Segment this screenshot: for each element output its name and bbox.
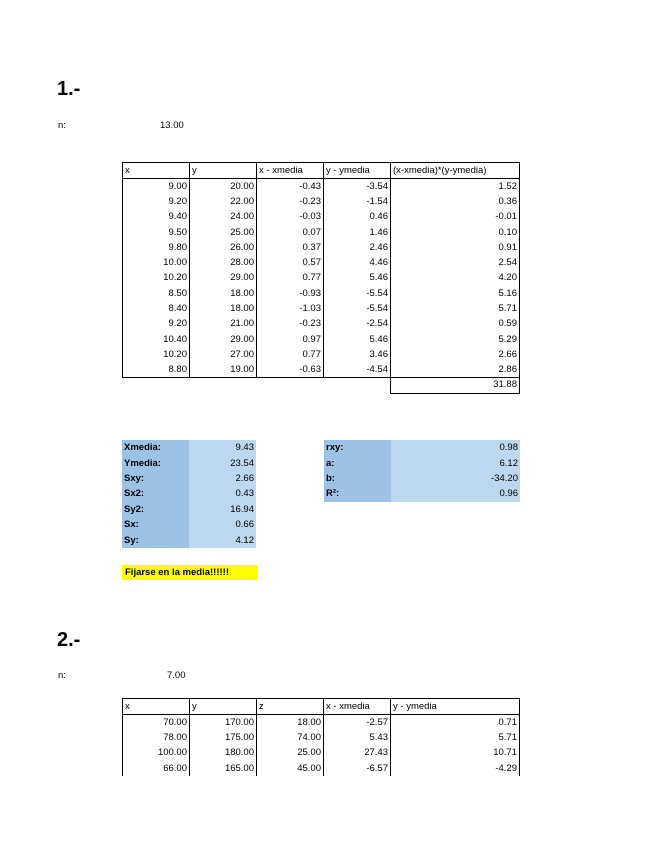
stat-label: Sy: <box>122 532 189 547</box>
table-cell: 20.00 <box>190 179 257 194</box>
table-cell: 9.20 <box>123 316 190 331</box>
stat-label: Ymedia: <box>122 455 189 470</box>
stats-right-table <box>324 440 520 502</box>
table-cell: -1.03 <box>257 301 324 316</box>
table-cell: 21.00 <box>190 316 257 331</box>
n-value-2: 7.00 <box>167 670 186 681</box>
data-table-1 <box>122 162 520 378</box>
stat-value: 0.66 <box>189 517 256 532</box>
data-table-2 <box>122 698 520 776</box>
table-cell: -0.63 <box>257 362 324 377</box>
table-cell: 3.46 <box>324 347 391 362</box>
table-cell: -2.57 <box>324 715 391 730</box>
table-cell: 5.43 <box>324 730 391 745</box>
stat-row <box>122 532 256 547</box>
table-cell: -0.23 <box>257 316 324 331</box>
table-cell: 8.50 <box>123 286 190 301</box>
stat-row <box>122 455 256 470</box>
stat-label: rxy: <box>324 440 391 455</box>
table-cell: 78.00 <box>123 730 190 745</box>
stat-value: 0.96 <box>391 486 520 501</box>
table-row <box>123 760 520 775</box>
table-row <box>123 209 520 224</box>
table-cell: 0.07 <box>257 224 324 239</box>
stat-value: 16.94 <box>189 502 256 517</box>
table-cell: 70.00 <box>123 715 190 730</box>
column-header: x - xmedia <box>324 699 391 715</box>
column-header: y <box>190 699 257 715</box>
table-cell: -3.54 <box>324 179 391 194</box>
note-highlight: Fijarse en la media!!!!!! <box>122 565 258 580</box>
table-row <box>123 316 520 331</box>
table-cell: 9.50 <box>123 224 190 239</box>
table-cell: -4.54 <box>324 362 391 377</box>
stat-row <box>324 486 520 501</box>
table-cell: 2.86 <box>391 362 520 377</box>
n-label-2: n: <box>58 670 66 681</box>
table-row <box>123 270 520 285</box>
table-cell: 45.00 <box>257 760 324 775</box>
table-row <box>123 255 520 270</box>
table-cell: -0.23 <box>257 194 324 209</box>
table-cell: 5.29 <box>391 331 520 346</box>
table-cell: 5.16 <box>391 286 520 301</box>
table-cell: 5.71 <box>391 730 520 745</box>
table-cell: 24.00 <box>190 209 257 224</box>
table-cell: 10.00 <box>123 255 190 270</box>
table-row <box>123 286 520 301</box>
table-cell: 0.57 <box>257 255 324 270</box>
table-cell: -0.03 <box>257 209 324 224</box>
table-cell: 4.46 <box>324 255 391 270</box>
table-cell: 22.00 <box>190 194 257 209</box>
table-cell: 0.77 <box>257 270 324 285</box>
table-cell: 2.54 <box>391 255 520 270</box>
table-cell: 170.00 <box>190 715 257 730</box>
header-row <box>123 699 520 715</box>
n-value-1: 13.00 <box>160 120 184 131</box>
table-cell: 100.00 <box>123 745 190 760</box>
column-header: y - ymedia <box>324 163 391 179</box>
stat-row <box>324 440 520 455</box>
table-cell: 2.66 <box>391 347 520 362</box>
table-cell: 1.46 <box>324 224 391 239</box>
table-cell: 0.46 <box>324 209 391 224</box>
stat-label: Sx: <box>122 517 189 532</box>
table-cell: 25.00 <box>190 224 257 239</box>
table-cell: -0.93 <box>257 286 324 301</box>
table-row <box>123 194 520 209</box>
table-cell: 9.00 <box>123 179 190 194</box>
stat-row <box>122 471 256 486</box>
table-cell: 165.00 <box>190 760 257 775</box>
stat-label: b: <box>324 471 391 486</box>
table-cell: 0.71 <box>391 715 520 730</box>
table-cell: 0.91 <box>391 240 520 255</box>
section-1-heading: 1.- <box>57 78 81 100</box>
table-cell: -6.57 <box>324 760 391 775</box>
stat-value: 9.43 <box>189 440 256 455</box>
table-cell: 10.40 <box>123 331 190 346</box>
table-cell: 28.00 <box>190 255 257 270</box>
table-row <box>123 224 520 239</box>
table-cell: 25.00 <box>257 745 324 760</box>
header-row <box>123 163 520 179</box>
stat-value: 23.54 <box>189 455 256 470</box>
table-row <box>123 730 520 745</box>
table-cell: 4.20 <box>391 270 520 285</box>
table-cell: 29.00 <box>190 331 257 346</box>
table-row <box>123 179 520 194</box>
table-row <box>123 745 520 760</box>
table-cell: 27.00 <box>190 347 257 362</box>
stat-value: -34.20 <box>391 471 520 486</box>
column-header: y - ymedia <box>391 699 520 715</box>
table-cell: 9.40 <box>123 209 190 224</box>
stat-value: 0.98 <box>391 440 520 455</box>
n-label-1: n: <box>58 120 66 131</box>
table-cell: 66.00 <box>123 760 190 775</box>
table-cell: -1.54 <box>324 194 391 209</box>
table-cell: -4.29 <box>391 760 520 775</box>
table-cell: 18.00 <box>190 301 257 316</box>
table-cell: 74.00 <box>257 730 324 745</box>
table-cell: -2.54 <box>324 316 391 331</box>
table-row <box>123 331 520 346</box>
column-header: z <box>257 699 324 715</box>
column-header: x <box>123 163 190 179</box>
stat-label: Xmedia: <box>122 440 189 455</box>
table-cell: -5.54 <box>324 286 391 301</box>
table-cell: 26.00 <box>190 240 257 255</box>
stat-value: 0.43 <box>189 486 256 501</box>
table-cell: -0.43 <box>257 179 324 194</box>
table-cell: 1.52 <box>391 179 520 194</box>
table-cell: -0.01 <box>391 209 520 224</box>
table-cell: 0.10 <box>391 224 520 239</box>
table-cell: -5.54 <box>324 301 391 316</box>
stat-label: R²: <box>324 486 391 501</box>
table-cell: 10.71 <box>391 745 520 760</box>
stat-row <box>324 455 520 470</box>
table-cell: 0.97 <box>257 331 324 346</box>
table-cell: 18.00 <box>190 286 257 301</box>
table-cell: 2.46 <box>324 240 391 255</box>
stat-label: Sxy: <box>122 471 189 486</box>
table-row <box>123 240 520 255</box>
table-cell: 19.00 <box>190 362 257 377</box>
table-cell: 0.36 <box>391 194 520 209</box>
stat-row <box>122 440 256 455</box>
sum-cell: 31.88 <box>390 377 520 394</box>
table-cell: 29.00 <box>190 270 257 285</box>
table-row <box>123 715 520 730</box>
stat-row <box>122 502 256 517</box>
table-cell: 5.46 <box>324 331 391 346</box>
table-cell: 180.00 <box>190 745 257 760</box>
table-row <box>123 347 520 362</box>
table-cell: 18.00 <box>257 715 324 730</box>
table-cell: 0.59 <box>391 316 520 331</box>
table-cell: 5.71 <box>391 301 520 316</box>
column-header: (x-xmedia)*(y-ymedia) <box>391 163 520 179</box>
column-header: x - xmedia <box>257 163 324 179</box>
stat-value: 4.12 <box>189 532 256 547</box>
stat-label: a: <box>324 455 391 470</box>
table-cell: 175.00 <box>190 730 257 745</box>
stat-value: 6.12 <box>391 455 520 470</box>
table-cell: 9.20 <box>123 194 190 209</box>
table-row <box>123 301 520 316</box>
stat-row <box>122 517 256 532</box>
column-header: y <box>190 163 257 179</box>
stat-value: 2.66 <box>189 471 256 486</box>
table-row <box>123 362 520 377</box>
table-cell: 10.20 <box>123 270 190 285</box>
stat-row <box>122 486 256 501</box>
table-cell: 0.37 <box>257 240 324 255</box>
stat-label: Sy2: <box>122 502 189 517</box>
column-header: x <box>123 699 190 715</box>
stats-left-table <box>122 440 256 548</box>
stat-label: Sx2: <box>122 486 189 501</box>
stat-row <box>324 471 520 486</box>
table-cell: 0.77 <box>257 347 324 362</box>
table-cell: 5.46 <box>324 270 391 285</box>
table-cell: 8.80 <box>123 362 190 377</box>
table-cell: 9.80 <box>123 240 190 255</box>
section-2-heading: 2.- <box>57 629 81 651</box>
table-cell: 27.43 <box>324 745 391 760</box>
table-cell: 10.20 <box>123 347 190 362</box>
table-cell: 8.40 <box>123 301 190 316</box>
